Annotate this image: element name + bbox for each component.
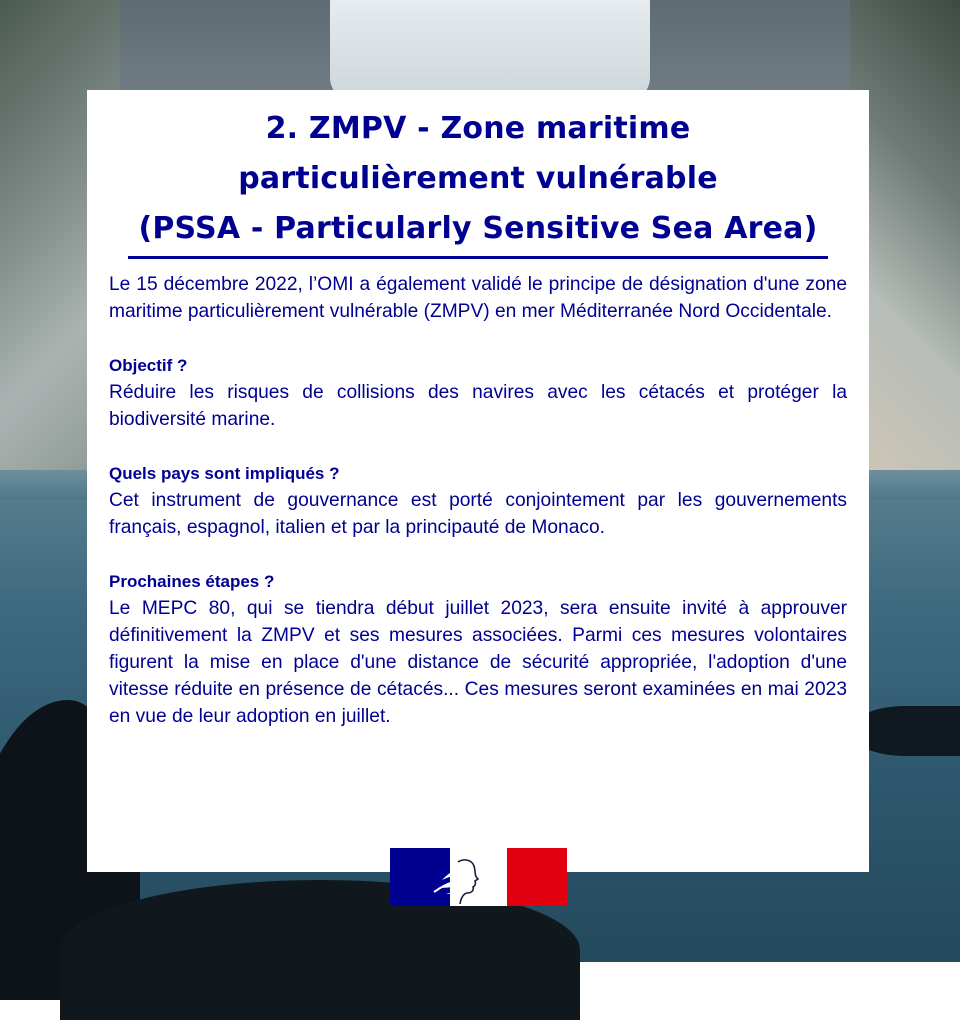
title-line-1: 2. ZMPV - Zone maritime (265, 111, 691, 146)
spacer (109, 433, 847, 460)
page-title (109, 104, 847, 254)
section-heading-etapes: Prochaines étapes ? (109, 572, 275, 591)
marianne-flag-icon (390, 848, 567, 906)
section-text-etapes: Le MEPC 80, qui se tiendra début juillet 2023, sera ensuite invité à approuver définitivement la ZMPV et ses mesures associées. Parmi ces mesures volontaires figurent la mise en place d'une distance de sécurité appropriée, l'adoption d'une vitesse réduite en présence de cétacés... Ces mesures seront examinées en mai 2023 en vue de leur adoption en juillet. (109, 598, 847, 727)
content-card (87, 90, 869, 872)
intro-paragraph: Le 15 décembre 2022, l’OMI a également validé le principe de désignation d'une zone maritime particulièrement vulnérable (ZMPV) en mer Méditerranée Nord Occidentale. (109, 274, 847, 322)
flag-white-band (450, 848, 507, 906)
title-line-2: particulièrement vulnérable (238, 161, 718, 196)
title-line-3: (PSSA - Particularly Sensitive Sea Area) (138, 211, 818, 246)
section-text-objectif: Réduire les risques de collisions des navires avec les cétacés et protéger la biodiversité marine. (109, 382, 847, 430)
section-heading-objectif: Objectif ? (109, 356, 188, 375)
spacer (109, 541, 847, 568)
spacer (109, 325, 847, 352)
section-heading-pays: Quels pays sont impliqués ? (109, 464, 340, 483)
flag-blue-band (390, 848, 450, 906)
flag-red-band (507, 848, 567, 906)
section-text-pays: Cet instrument de gouvernance est porté conjointement par les gouvernements français, espagnol, italien et par la principauté de Monaco. (109, 490, 847, 538)
marianne-profile-icon (450, 848, 507, 906)
title-underline (128, 256, 828, 259)
